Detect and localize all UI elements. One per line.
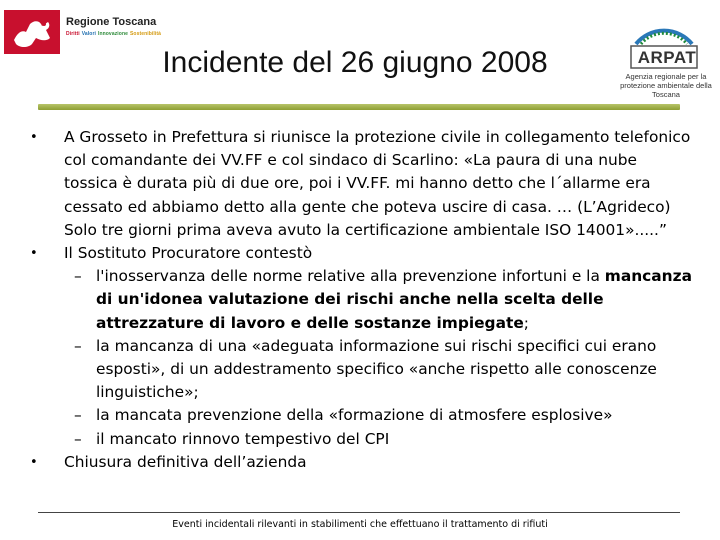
slide-title: Incidente del 26 giugno 2008 [162, 46, 548, 79]
sub-bullet-item [24, 335, 694, 405]
bullet-item [24, 451, 694, 474]
bullet-text: Il Sostituto Procuratore contestò [64, 244, 313, 263]
org-motto [66, 31, 163, 37]
dash-marker: – [74, 267, 82, 286]
motto-word: Sostenibilità [129, 31, 162, 37]
sub-bullet-end: ; [523, 313, 529, 332]
agency-name: ARPAT [637, 48, 697, 67]
bullet-item [24, 126, 694, 242]
org-name: Regione Toscana [66, 16, 157, 28]
slide-body [24, 126, 698, 474]
bullet-text: A Grosseto in Prefettura si riunisce la protezione civile in collegamento telefonico col comandante dei VV.FF e col sindaco di Scarlino: «La paura di una nube tossica è durata più di due ore, poi i VV.FF. mi hanno detto che l´allarme era cessato ed abbiamo detto alla gente che poteva uscire di casa. … (L’Agrideco) Solo tre giorni prima aveva avuto la certificazione ambientale ISO 14001».....” [64, 128, 696, 239]
bullet-marker: • [30, 454, 38, 470]
bullet-text: Chiusura definitiva dell’azienda [64, 452, 307, 471]
dash-marker: – [74, 429, 82, 448]
sub-bullet-text: la mancata prevenzione della «formazione di atmosfere esplosive» [96, 406, 613, 425]
sub-bullet-text: l'inosservanza delle norme relative alla prevenzione infortuni e la [96, 267, 605, 286]
bullet-item [24, 242, 694, 265]
sub-bullet-text: il mancato rinnovo tempestivo del CPI [96, 429, 390, 448]
sub-bullet-bold-text: mancanza di un'idonea valutazione dei rischi anche nella scelta delle attrezzature di lavoro e delle sostanze impiegate [96, 267, 698, 332]
dash-marker: – [74, 406, 82, 425]
regione-toscana-logo [4, 10, 60, 54]
sub-bullet-item [24, 428, 694, 451]
title-divider [38, 104, 680, 110]
bullet-marker: • [30, 130, 38, 145]
motto-word: Valori [81, 31, 96, 37]
footer-text: Eventi incidentali rilevanti in stabilimenti che effettuano il trattamento di rifiuti [172, 519, 548, 530]
sub-bullet-item [24, 404, 694, 427]
motto-word: Diritti [66, 31, 80, 37]
dash-marker: – [74, 336, 82, 355]
agency-subtitle: Agenzia regionale per la protezione ambientale della Toscana [620, 72, 712, 99]
footer-divider [38, 512, 680, 513]
bullet-marker: • [30, 246, 38, 262]
sub-bullet-item [24, 265, 698, 335]
motto-word: Innovazione [97, 31, 128, 37]
sub-bullet-text: la mancanza di una «adeguata informazione sui rischi specifici cui erano esposti», di un addestramento specifico «anche rispetto alle conoscenze linguistiche»; [96, 336, 662, 402]
